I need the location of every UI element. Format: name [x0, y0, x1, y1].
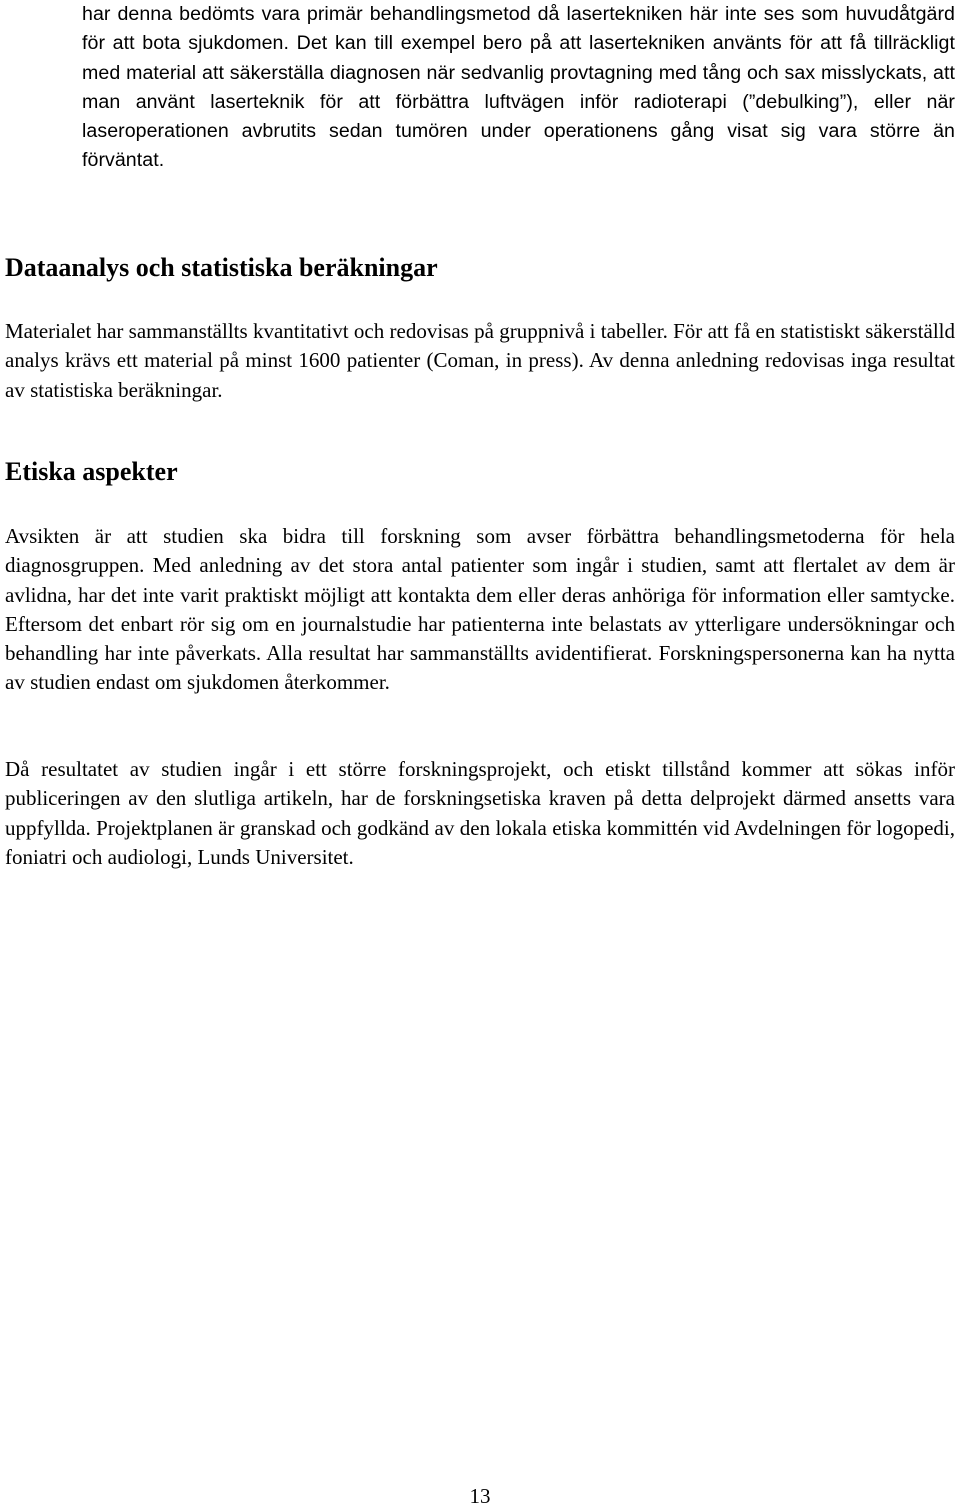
etiska-paragraph: Avsikten är att studien ska bidra till forskning som avser förbättra behandlingsmetoderna för hela diagnosgruppen. Med anledning av det stora antal patienter som ingår i studien, samt att flertalet av dem är avlidna, har det inte varit praktiskt möjligt att kontakta dem eller deras anhöriga för information eller samtycke. Eftersom det enbart rör sig om en journalstudie har patienterna inte belastats av ytterligare undersökningar och behandling har inte påverkats. Alla resultat har sammanställts avidentifierat. Forskningspersonerna kan ha nytta av studien endast om sjukdomen återkommer. — [5, 524, 955, 695]
section-heading-etiska-aspekter: Etiska aspekter — [5, 457, 178, 486]
page-number: 13 — [469, 1484, 491, 1508]
intro-paragraph: har denna bedömts vara primär behandlingsmetod då lasertekniken här inte ses som huvudåtgärd för att bota sjukdomen. Det kan till exempel bero på att lasertekniken använts för att få tillräckligt med material att säkerställa diagnosen när sedvanlig provtagning med tång och sax misslyckats, att man använt laserteknik för att förbättra luftvägen inför radioterapi (”debulking”), eller när laseroperationen avbrutits sedan tumören under operationens gång visat sig vara större än förväntat. — [82, 3, 955, 172]
section-heading-dataanalys: Dataanalys och statistiska beräkningar — [5, 253, 438, 282]
dataanalys-paragraph: Materialet har sammanställts kvantitativt och redovisas på gruppnivå i tabeller. För att få en statistiskt säkerställd analys krävs ett material på minst 1600 patienter (Coman, in press). Av denna anledning redovisas inga resultat av statistiska beräkningar. — [5, 319, 955, 402]
etiska-paragraph: Då resultatet av studien ingår i ett större forskningsprojekt, och etiskt tillstånd kommer att sökas inför publiceringen av den slutliga artikeln, har de forskningsetiska kraven på detta delprojekt därmed ansetts vara uppfyllda. Projektplanen är granskad och godkänd av den lokala etiska kommittén vid Avdelningen för logopedi, foniatri och audiologi, Lunds Universitet. — [5, 757, 955, 869]
